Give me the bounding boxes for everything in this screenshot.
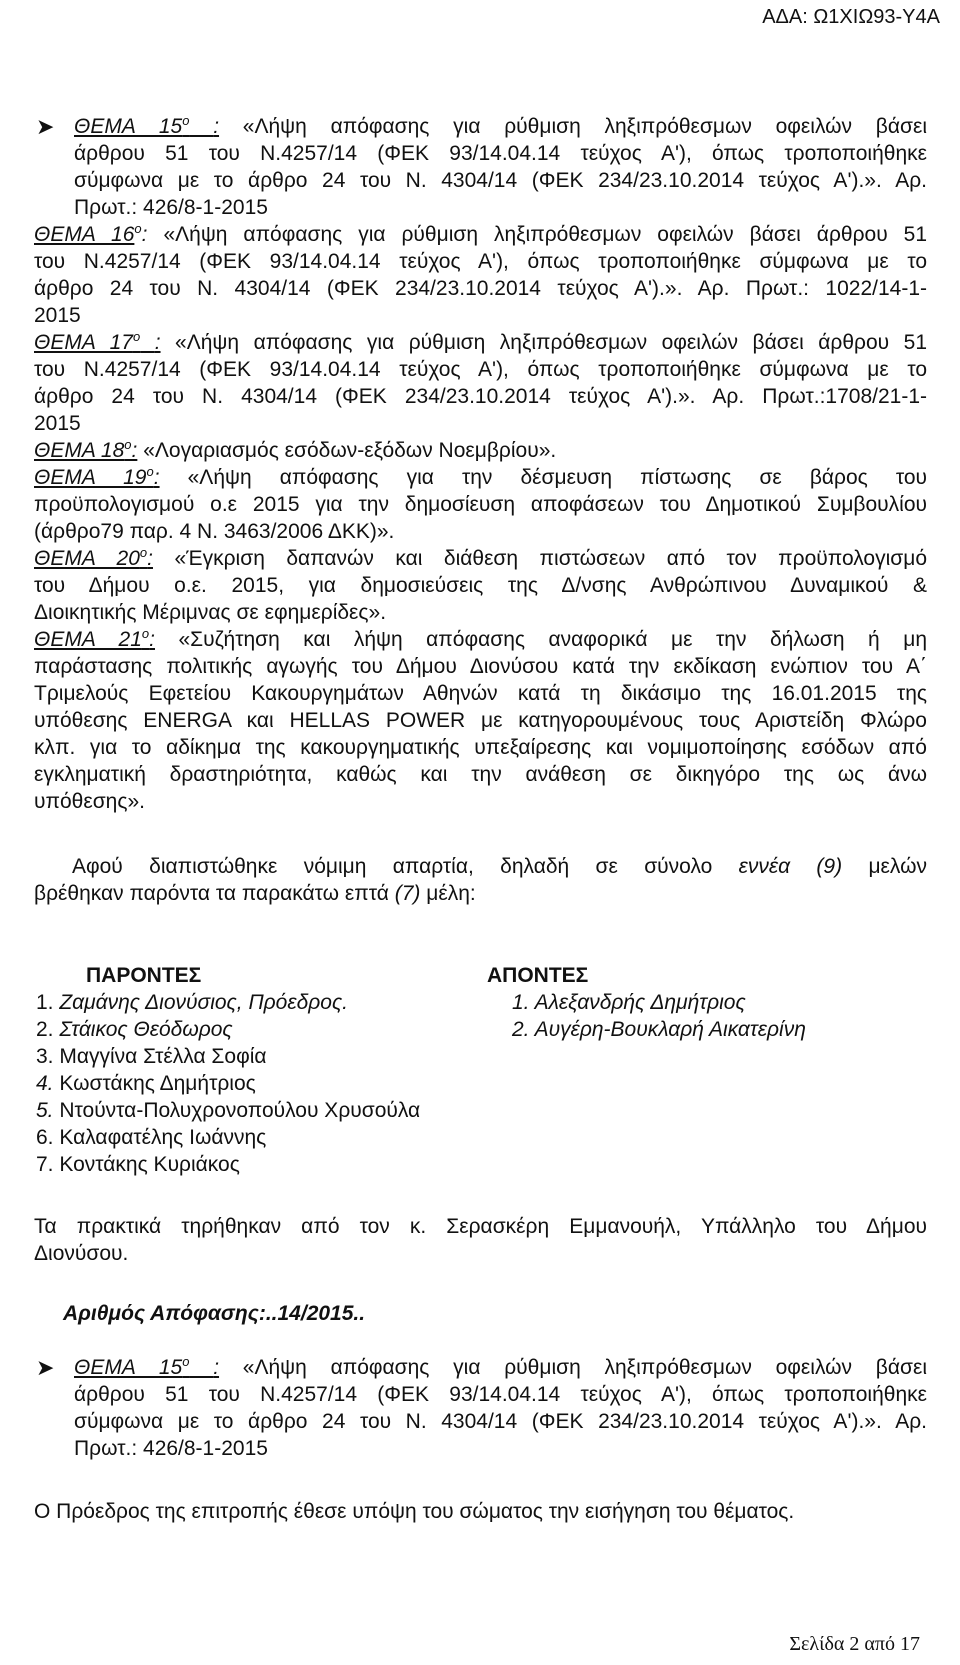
minutes-line2: Διονύσου. <box>34 1242 129 1265</box>
item-16-line2: του Ν.4257/14 (ΦΕΚ 93/14.04.14 τεύχος Α'), όπως τροποποιήθηκε σύμφωνα με το <box>34 250 927 273</box>
item-20-line1: ΘΕΜΑ $20^o$: «Έγκριση δαπανών και διάθεση πιστώσεων από τον προϋπολογισμό <box>34 545 928 570</box>
item-16-line1: ΘΕΜΑ $16^o$: «Λήψη απόφασης για ρύθμιση ληξιπρόθεσμων οφειλών βάσει άρθρου 51 <box>34 221 927 246</box>
item-17-line3: άρθρο 24 του Ν. 4304/14 (ΦΕΚ 234/23.10.2014 τεύχος Α').». Αρ. Πρωτ.:1708/21-1- <box>34 385 927 408</box>
item-20-label: ΘΕΜΑ $20^o$: <box>34 545 153 570</box>
present-member: 1. Ζαμάνης Διονύσιος, Πρόεδρος. <box>36 991 349 1014</box>
item-18-line1: ΘΕΜΑ $18^o$: «Λογαριασμός εσόδων-εξόδων Νοεμβρίου». <box>34 437 557 462</box>
minutes-line1: Τα πρακτικά τηρήθηκαν από τον κ. Σερασκέρη Εμμανουήλ, Υπάλληλο του Δήμου <box>34 1215 927 1238</box>
bullet-arrow-icon: ➤ <box>36 114 55 139</box>
absent-heading: ΑΠΟΝΤΕΣ <box>487 964 589 987</box>
quorum-line2: βρέθηκαν παρόντα τα παρακάτω επτά (7) μέλη: <box>34 882 476 905</box>
item-19-line2: προϋπολογισμού ο.ε 2015 για την δημοσίευση αποφάσεων του Δημοτικού Συμβουλίου <box>34 493 927 516</box>
item-15-label: ΘΕΜΑ $15^o$ : <box>74 113 220 138</box>
item-21-line6: εγκληματική δραστηριότητα, καθώς και την ανάθεση σε δικηγόρο της ως άνω <box>34 763 927 786</box>
ada-header: ΑΔΑ: Ω1ΧΙΩ93-Υ4Α <box>762 6 940 28</box>
bullet-arrow-icon: ➤ <box>36 1355 55 1380</box>
item15b-label: ΘΕΜΑ $15^o$ : <box>74 1354 220 1379</box>
item-15-line4: Πρωτ.: 426/8-1-2015 <box>74 196 268 219</box>
item-19-line1: ΘΕΜΑ $19^o$: «Λήψη απόφασης για την δέσμευση πίστωσης σε βάρος του <box>34 464 927 489</box>
item-17-line4: 2015 <box>34 412 81 435</box>
present-member: 7. Κοντάκης Κυριάκος <box>36 1153 240 1176</box>
page-number: Σελίδα 2 από 17 <box>789 1633 920 1655</box>
absent-member: 1. Αλεξανδρής Δημήτριος <box>512 991 746 1014</box>
item-17-line2: του Ν.4257/14 (ΦΕΚ 93/14.04.14 τεύχος Α'), όπως τροποποιήθηκε σύμφωνα με το <box>34 358 927 381</box>
item-21-line2: παράστασης πολιτικής αγωγής του Δήμου Διονύσου κατά την εκδίκαση ενώπιον του Α΄ <box>34 655 927 678</box>
item-15-line3: σύμφωνα με το άρθρο 24 του Ν. 4304/14 (ΦΕΚ 234/23.10.2014 τεύχος Α').». Αρ. <box>74 169 927 192</box>
quorum-line1: Αφού διαπιστώθηκε νόμιμη απαρτία, δηλαδή σε σύνολο εννέα (9) μελών <box>72 855 927 878</box>
present-member: 4. Κωστάκης Δημήτριος <box>36 1072 256 1095</box>
present-member: 2. Στάικος Θεόδωρος <box>36 1018 233 1041</box>
item-17-line1: ΘΕΜΑ $17^o$ : «Λήψη απόφασης για ρύθμιση ληξιπρόθεσμων οφειλών βάσει άρθρου 51 <box>34 329 927 354</box>
item15b-line2: άρθρου 51 του Ν.4257/14 (ΦΕΚ 93/14.04.14 τεύχος Α'), όπως τροποποιήθηκε <box>74 1383 927 1406</box>
item-19-label: ΘΕΜΑ $19^o$: <box>34 464 160 489</box>
item-15-line2: άρθρου 51 του Ν.4257/14 (ΦΕΚ 93/14.04.14 τεύχος Α'), όπως τροποποιήθηκε <box>74 142 927 165</box>
item-21-line5: κλπ. για το αδίκημα της κακουργηματικής υπεξαίρεσης και νομιμοποίησης εσόδων από <box>34 736 927 759</box>
closing-text: Ο Πρόεδρος της επιτροπής έθεσε υπόψη του σώματος την εισήγηση του θέματος. <box>34 1500 795 1523</box>
item-21-line7: υπόθεσης». <box>34 790 145 813</box>
absent-member: 2. Αυγέρη-Βουκλαρή Αικατερίνη <box>512 1018 806 1041</box>
present-member: 5. Ντούντα-Πολυχρονοπούλου Χρυσούλα <box>36 1099 421 1122</box>
item-20-line3: Διοικητικής Μέριμνας σε εφημερίδες». <box>34 601 387 624</box>
item15b-line3: σύμφωνα με το άρθρο 24 του Ν. 4304/14 (ΦΕΚ 234/23.10.2014 τεύχος Α').». Αρ. <box>74 1410 927 1433</box>
item-16-label: ΘΕΜΑ $16^o$: <box>34 221 148 246</box>
present-member: 6. Καλαφατέλης Ιωάννης <box>36 1126 267 1149</box>
item-18-label: ΘΕΜΑ $18^o$: <box>34 437 138 462</box>
decision-number: Αριθμός Απόφασης:..14/2015.. <box>63 1302 366 1325</box>
item15b-line1: ΘΕΜΑ $15^o$ : «Λήψη απόφασης για ρύθμιση ληξιπρόθεσμων οφειλών βάσει <box>74 1354 927 1379</box>
item-17-label: ΘΕΜΑ $17^o$ : <box>34 329 161 354</box>
item-21-line4: υπόθεσης ENERGA και HELLAS POWER με κατηγορουμένους τους Αριστείδη Φλώρο <box>34 709 927 732</box>
item15b-line4: Πρωτ.: 426/8-1-2015 <box>74 1437 268 1460</box>
item-21-line3: Τριμελούς Εφετείου Κακουργημάτων Αθηνών κατά τη δικάσιμο της 16.01.2015 της <box>34 682 927 705</box>
item-16-line3: άρθρο 24 του Ν. 4304/14 (ΦΕΚ 234/23.10.2014 τεύχος Α').». Αρ. Πρωτ.: 1022/14-1- <box>34 277 927 300</box>
item-19-line3: (άρθρο79 παρ. 4 Ν. 3463/2006 ΔΚΚ)». <box>34 520 395 543</box>
item-15-line1: ΘΕΜΑ $15^o$ : «Λήψη απόφασης για ρύθμιση ληξιπρόθεσμων οφειλών βάσει <box>74 113 927 138</box>
item-21-line1: ΘΕΜΑ $21^o$: «Συζήτηση και λήψη απόφασης αναφορικά με την δήλωση ή μη <box>34 626 927 651</box>
present-heading: ΠΑΡΟΝΤΕΣ <box>86 964 202 987</box>
item-21-label: ΘΕΜΑ $21^o$: <box>34 626 155 651</box>
item-20-line2: του Δήμου ο.ε. 2015, για δημοσιεύσεις της Δ/νσης Ανθρώπινου Δυναμικού & <box>34 574 927 597</box>
present-member: 3. Μαγγίνα Στέλλα Σοφία <box>36 1045 267 1068</box>
item-16-line4: 2015 <box>34 304 81 327</box>
